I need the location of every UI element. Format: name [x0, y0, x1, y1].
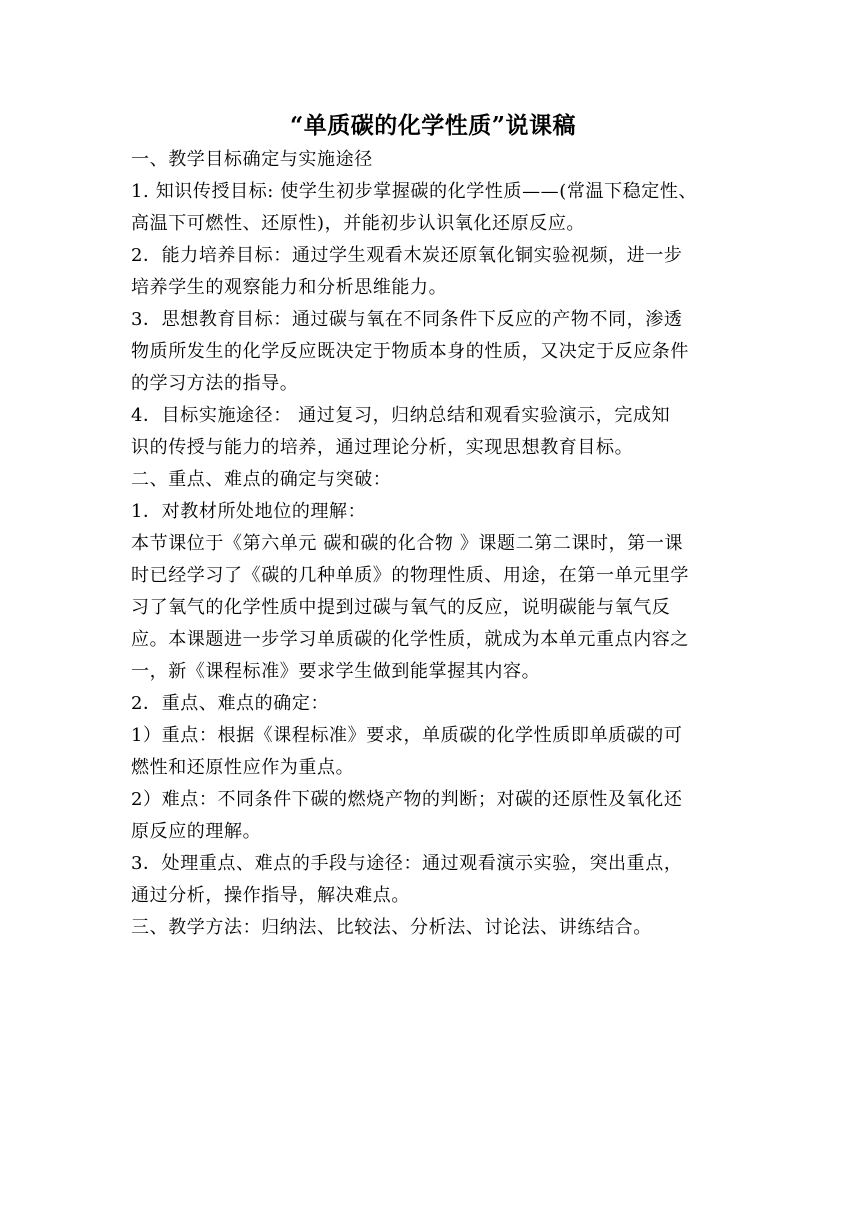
text-line: 2．能力培养目标：通过学生观看木炭还原氧化铜实验视频，进一步 [131, 245, 683, 266]
text-line: 识的传授与能力的培养，通过理论分析，实现思想教育目标。 [131, 437, 634, 458]
text-line: 1）重点：根据《课程标准》要求，单质碳的化学性质即单质碳的可 [131, 725, 683, 746]
text-line: 3．处理重点、难点的手段与途径：通过观看演示实验，突出重点， [131, 853, 683, 874]
text-line: 2）难点：不同条件下碳的燃烧产物的判断；对碳的还原性及氧化还 [131, 789, 683, 810]
text-line: 应。本课题进一步学习单质碳的化学性质，就成为本单元重点内容之 [131, 629, 689, 650]
document-page [131, 108, 735, 944]
text-line: 本节课位于《第六单元 碳和碳的化合物 》课题二第二课时，第一课 [131, 533, 684, 554]
section-heading-objectives: 一、教学目标确定与实施途径 [131, 149, 373, 170]
text-line: 3．思想教育目标：通过碳与氧在不同条件下反应的产物不同，渗透 [131, 309, 683, 330]
text-line: 2．重点、难点的确定： [131, 693, 330, 714]
text-line: 高温下可燃性、还原性)，并能初步认识氧化还原反应。 [131, 213, 586, 234]
text-line: 物质所发生的化学反应既决定于物质本身的性质，又决定于反应条件 [131, 341, 689, 362]
section-heading-methods: 三、教学方法：归纳法、比较法、分析法、讨论法、讲练结合。 [131, 917, 652, 938]
text-line: 习了氧气的化学性质中提到过碳与氧气的反应，说明碳能与氧气反 [131, 597, 671, 618]
text-line: 燃性和还原性应作为重点。 [131, 757, 355, 778]
text-line: 一，新《课程标准》要求学生做到能掌握其内容。 [131, 661, 541, 682]
document-title: “单质碳的化学性质”说课稿 [290, 112, 576, 139]
text-line: 的学习方法的指导。 [131, 373, 299, 394]
text-line: 时已经学习了《碳的几种单质》的物理性质、用途，在第一单元里学 [131, 565, 689, 586]
text-line: 1. 知识传授目标: 使学生初步掌握碳的化学性质——(常温下稳定性、 [131, 181, 698, 202]
section-heading-key-points: 二、重点、难点的确定与突破： [131, 469, 392, 490]
text-line: 培养学生的观察能力和分析思维能力。 [131, 277, 448, 298]
text-line: 4．目标实施途径： 通过复习，归纳总结和观看实验演示，完成知 [131, 405, 671, 426]
text-line: 1．对教材所处地位的理解： [131, 501, 367, 522]
document-body [131, 144, 735, 944]
text-line: 通过分析，操作指导，解决难点。 [131, 885, 410, 906]
text-line: 原反应的理解。 [131, 821, 262, 842]
